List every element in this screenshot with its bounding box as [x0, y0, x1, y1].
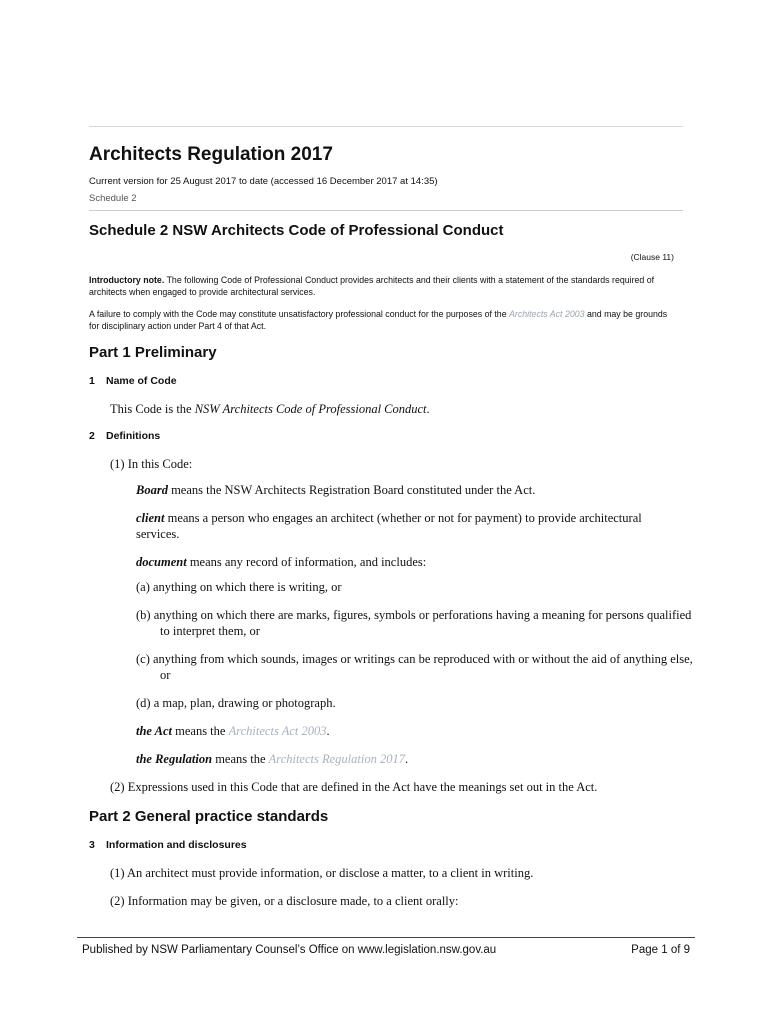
- definition-regulation: the Regulation means the Architects Regulation 2017.: [136, 752, 409, 766]
- section-title: Information and disclosures: [106, 839, 247, 851]
- section-1-text: [110, 401, 680, 417]
- definition-client: [136, 510, 676, 542]
- section-3-subsection-2: (2) Information may be given, or a disclosure made, to a client orally:: [110, 894, 459, 908]
- architects-act-link[interactable]: Architects Act 2003: [509, 309, 585, 319]
- definition-act: the Act means the Architects Act 2003.: [136, 724, 330, 738]
- section-title: Definitions: [106, 430, 161, 442]
- paragraph-a: (a) anything on which there is writing, or: [136, 580, 342, 594]
- part-1-heading: Part 1 Preliminary: [89, 344, 217, 361]
- section-2-heading: [89, 430, 160, 442]
- section-number: 3: [89, 839, 95, 851]
- section-3-subsection-1: (1) An architect must provide information, or disclose a matter, to a client in writing.: [110, 866, 534, 880]
- failure-text-2: and may be grounds for disciplinary action under Part 4 of that Act.: [89, 309, 668, 331]
- section-1-heading: [89, 375, 177, 387]
- defined-term: the Act: [136, 724, 172, 738]
- part-2-heading: Part 2 General practice standards: [89, 808, 329, 825]
- footer-publisher: Published by NSW Parliamentary Counsel’s Office on www.legislation.nsw.gov.au: [82, 944, 497, 956]
- section-number: 1: [89, 375, 95, 387]
- schedule-title: Schedule 2 NSW Architects Code of Professional Conduct: [89, 222, 504, 239]
- section-3-heading: [89, 839, 247, 851]
- section-title: Name of Code: [106, 375, 177, 387]
- text-part: .: [426, 402, 430, 416]
- introductory-note: [89, 274, 679, 298]
- breadcrumb-divider: [89, 210, 683, 211]
- paragraph-d: (d) a map, plan, drawing or photograph.: [136, 696, 336, 710]
- definition-text: means any record of information, and includes:: [189, 555, 427, 569]
- failure-text: A failure to comply with the Code may constitute unsatisfactory professional conduct for the purposes of the: [89, 309, 507, 319]
- subsection-2: (2) Expressions used in this Code that are defined in the Act have the meanings set out in the Act.: [110, 780, 598, 794]
- architects-act-link[interactable]: Architects Act 2003: [228, 724, 327, 738]
- definition-text: means the NSW Architects Registration Board constituted under the Act.: [171, 483, 536, 497]
- note-text: The following Code of Professional Conduct provides architects and their clients with a statement of the standards required of architects when engaged to provide architectural services.: [89, 275, 655, 297]
- architects-regulation-link[interactable]: Architects Regulation 2017: [268, 752, 405, 766]
- definition-text: means the: [215, 752, 266, 766]
- definition-document: [136, 554, 676, 570]
- paragraph-c: (c) anything from which sounds, images or writings can be reproduced with or without the aid of anything else, or: [136, 652, 693, 682]
- version-info: Current version for 25 August 2017 to date (accessed 16 December 2017 at 14:35): [89, 176, 438, 187]
- paragraph-b: (b) anything on which there are marks, figures, symbols or perforations having a meaning for persons qualified to interpret them, or: [136, 608, 692, 638]
- definition-text: means the: [175, 724, 226, 738]
- defined-term: the Regulation: [136, 752, 213, 766]
- defined-term: document: [136, 555, 187, 569]
- subsection-1: (1) In this Code:: [110, 457, 193, 471]
- breadcrumb: Schedule 2: [89, 193, 137, 204]
- note-label: Introductory note.: [89, 275, 165, 285]
- code-name: NSW Architects Code of Professional Conduct: [194, 402, 427, 416]
- definition-text: means a person who engages an architect (whether or not for payment) to provide architectural services.: [136, 511, 642, 541]
- definition-board: [136, 482, 676, 498]
- page-number: Page 1 of 9: [631, 944, 690, 956]
- header-divider: [89, 126, 683, 127]
- section-number: 2: [89, 430, 95, 442]
- footer-divider: [77, 937, 695, 938]
- failure-note: [89, 308, 679, 332]
- document-title: Architects Regulation 2017: [89, 144, 333, 165]
- defined-term: Board: [136, 483, 168, 497]
- defined-term: client: [136, 511, 165, 525]
- clause-reference: (Clause 11): [630, 252, 674, 262]
- text-part: This Code is the: [110, 402, 192, 416]
